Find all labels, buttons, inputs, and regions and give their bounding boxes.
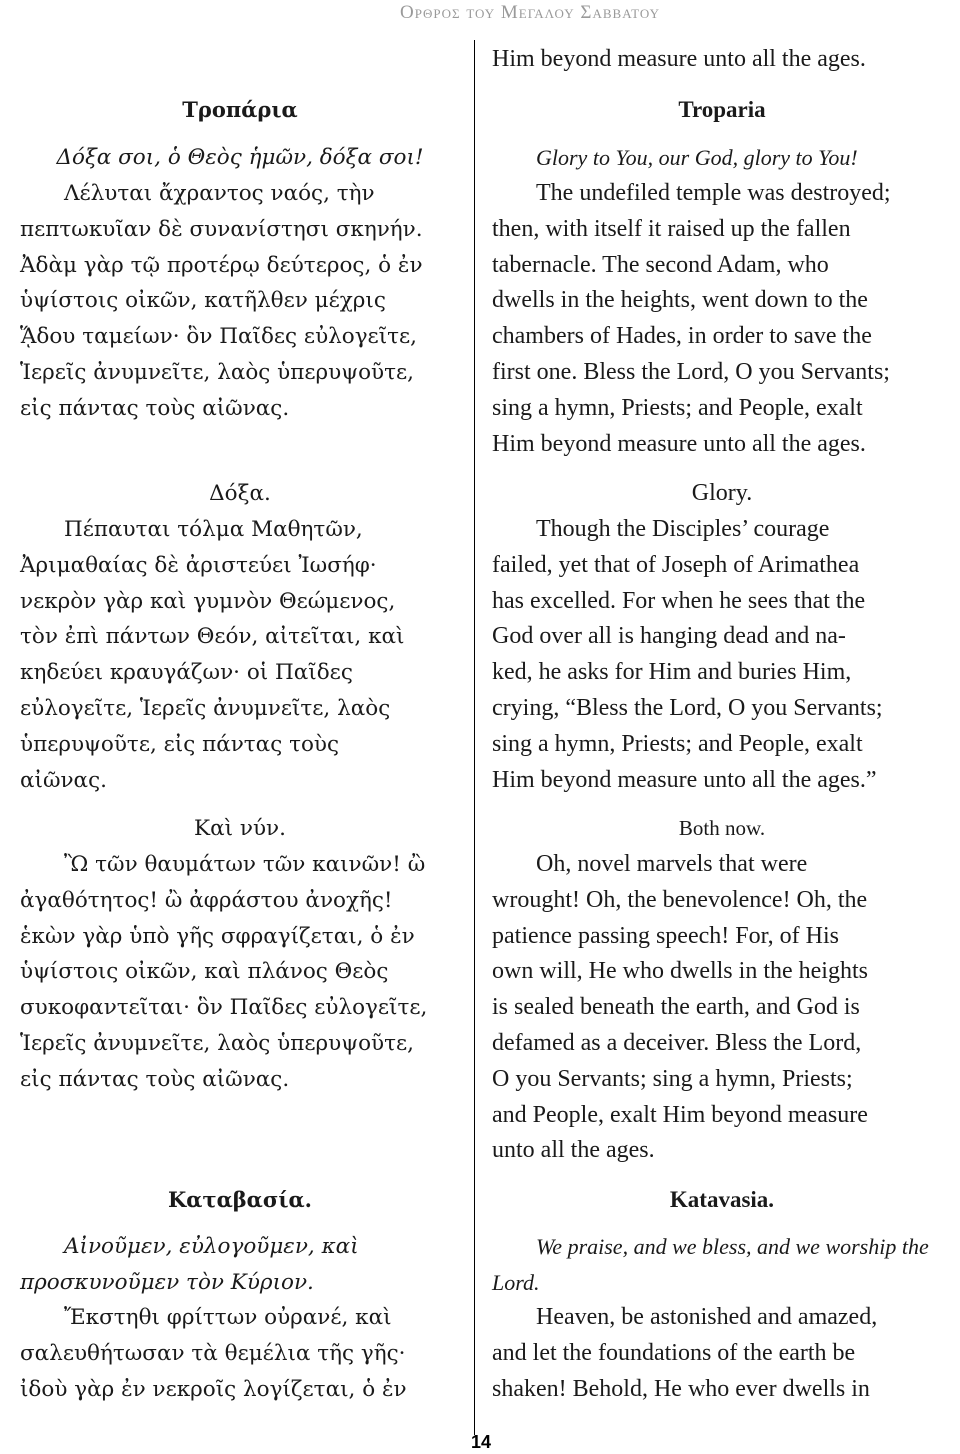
text-line: and People, exalt Him beyond measure xyxy=(492,1101,868,1128)
text-line: ἑκὼν γὰρ ὑπὸ γῆς σφραγίζεται, ὁ ἐν xyxy=(20,923,415,949)
text-line: εἰς πάντας τοὺς αἰῶνας. xyxy=(20,395,290,421)
text-line: is sealed beneath the earth, and God is xyxy=(492,994,860,1021)
english-troparion-1 xyxy=(492,176,952,462)
text-line: patience passing speech! For, of His xyxy=(492,922,839,949)
text-line: κηδεύει κραυγάζων· οἱ Παῖδες xyxy=(20,660,353,686)
english-both-now: Both now. xyxy=(678,816,766,840)
greek-troparion-1 xyxy=(20,176,460,427)
text-line: ὑψίστοις οἰκῶν, καὶ πλάνος Θεὸς xyxy=(20,959,389,985)
text-line: own will, He who dwells in the heights xyxy=(492,958,868,985)
text-line: failed, yet that of Joseph of Arimathea xyxy=(492,551,860,578)
text-line: εὐλογεῖτε, Ἱερεῖς ἀνυμνεῖτε, λαὸς xyxy=(20,695,391,721)
greek-doxa: Δόξα. xyxy=(209,481,271,506)
greek-kai-nyn: Καὶ νύν. xyxy=(194,816,286,841)
text-line: Though the Disciples’ courage xyxy=(536,516,830,542)
text-line: dwells in the heights, went down to the xyxy=(492,287,868,314)
text-line: has excelled. For when he sees that the xyxy=(492,587,866,614)
text-line: Oh, novel marvels that were xyxy=(536,851,808,877)
text-line: Him beyond measure unto all the ages.” xyxy=(492,766,877,793)
text-line: We praise, and we bless, and we worship the xyxy=(536,1234,929,1259)
text-line: defamed as a deceiver. Bless the Lord, xyxy=(492,1029,862,1056)
text-line: sing a hymn, Priests; and People, exalt xyxy=(492,730,863,757)
text-line: The undefiled temple was destroyed; xyxy=(536,180,891,206)
english-katavasia-text xyxy=(492,1300,952,1407)
text-line: sing a hymn, Priests; and People, exalt xyxy=(492,394,863,421)
greek-katavasia-heading: Καταβασία. xyxy=(168,1187,312,1212)
greek-refrain: Δόξα σοι, ὁ Θεὸς ἡμῶν, δόξα σοι! xyxy=(56,145,424,170)
text-line: unto all the ages. xyxy=(492,1137,655,1164)
text-line: and let the foundations of the earth be xyxy=(492,1339,856,1366)
text-line: O you Servants; sing a hymn, Priests; xyxy=(492,1065,853,1092)
text-line: Λέλυται ἄχραντος ναός, τὴν xyxy=(64,181,375,206)
text-line: tabernacle. The second Adam, who xyxy=(492,251,829,278)
text-line: αἰῶνας. xyxy=(20,767,107,793)
english-katavasia-refrain xyxy=(492,1229,952,1301)
text-line: Ἱερεῖς ἀνυμνεῖτε, λαὸς ὑπερυψοῦτε, xyxy=(20,1030,414,1056)
greek-troparia-heading: Τροπάρια xyxy=(182,97,298,122)
english-carryover-line: Him beyond measure unto all the ages. xyxy=(492,46,866,72)
greek-katavasia-text xyxy=(20,1300,460,1407)
text-line: συκοφαντεῖται· ὃν Παῖδες εὐλογεῖτε, xyxy=(20,995,428,1021)
text-line: chambers of Hades, in order to save the xyxy=(492,323,872,350)
text-line: τὸν ἐπὶ πάντων Θεόν, αἰτεῖται, καὶ xyxy=(20,624,405,650)
text-line: πεπτωκυῖαν δὲ συνανίστησι σκηνήν. xyxy=(20,216,423,242)
text-line: Ἀδὰμ γὰρ τῷ προτέρῳ δεύτερος, ὁ ἐν xyxy=(20,252,423,278)
running-header: Ορθρος του Μεγαλου Σαββατου xyxy=(400,2,660,23)
text-line: Him beyond measure unto all the ages. xyxy=(492,430,866,457)
greek-troparion-3 xyxy=(20,847,460,1098)
text-line: crying, “Bless the Lord, O you Servants; xyxy=(492,694,883,721)
page-number: 14 xyxy=(471,1432,492,1452)
text-line: wrought! Oh, the benevolence! Oh, the xyxy=(492,886,868,913)
text-line: Lord. xyxy=(492,1269,540,1295)
english-katavasia-heading: Katavasia. xyxy=(669,1187,775,1212)
text-line: ἰδοὺ γὰρ ἐν νεκροῖς λογίζεται, ὁ ἐν xyxy=(20,1376,407,1402)
english-troparia-heading: Troparia xyxy=(678,97,766,122)
text-line: ἀγαθότητος! ὢ ἀφράστου ἀνοχῆς! xyxy=(20,887,393,913)
text-line: Αἰνοῦμεν, εὐλογοῦμεν, καὶ xyxy=(64,1234,359,1259)
text-line: Ἱερεῖς ἀνυμνεῖτε, λαὸς ὑπερυψοῦτε, xyxy=(20,359,414,385)
text-line: God over all is hanging dead and na- xyxy=(492,623,846,650)
text-line: Heaven, be astonished and amazed, xyxy=(536,1304,878,1330)
text-line: εἰς πάντας τοὺς αἰῶνας. xyxy=(20,1066,290,1092)
text-line: νεκρὸν γὰρ καὶ γυμνὸν Θεώμενος, xyxy=(20,588,396,614)
text-line: ked, he asks for Him and buries Him, xyxy=(492,659,852,686)
text-line: ὑπερυψοῦτε, εἰς πάντας τοὺς xyxy=(20,731,340,757)
text-line: σαλευθήτωσαν τὰ θεμέλια τῆς γῆς· xyxy=(20,1340,406,1366)
text-line: ᾍδου ταμείων· ὃν Παῖδες εὐλογεῖτε, xyxy=(20,324,417,350)
text-line: Ἔκστηθι φρίττων οὐρανέ, καὶ xyxy=(64,1305,392,1330)
text-line: shaken! Behold, He who ever dwells in xyxy=(492,1375,870,1402)
english-troparion-3 xyxy=(492,847,952,1169)
text-line: ὑψίστοις οἰκῶν, κατῆλθεν μέχρις xyxy=(20,288,386,314)
column-divider xyxy=(474,40,475,1435)
text-line: Πέπαυται τόλμα Μαθητῶν, xyxy=(64,517,363,542)
text-line: Ἀριμαθαίας δὲ ἀριστεύει Ἰωσήφ· xyxy=(20,552,377,578)
text-line: Ὢ τῶν θαυμάτων τῶν καινῶν! ὢ xyxy=(64,852,426,877)
english-troparion-2 xyxy=(492,512,952,798)
greek-troparion-2 xyxy=(20,512,460,798)
text-line: then, with itself it raised up the fallen xyxy=(492,215,851,242)
english-glory: Glory. xyxy=(691,480,753,506)
greek-katavasia-refrain xyxy=(20,1229,460,1301)
text-line: προσκυνοῦμεν τὸν Κύριον. xyxy=(20,1269,314,1295)
text-line: first one. Bless the Lord, O you Servants; xyxy=(492,358,890,385)
english-refrain: Glory to You, our God, glory to You! xyxy=(536,145,858,170)
